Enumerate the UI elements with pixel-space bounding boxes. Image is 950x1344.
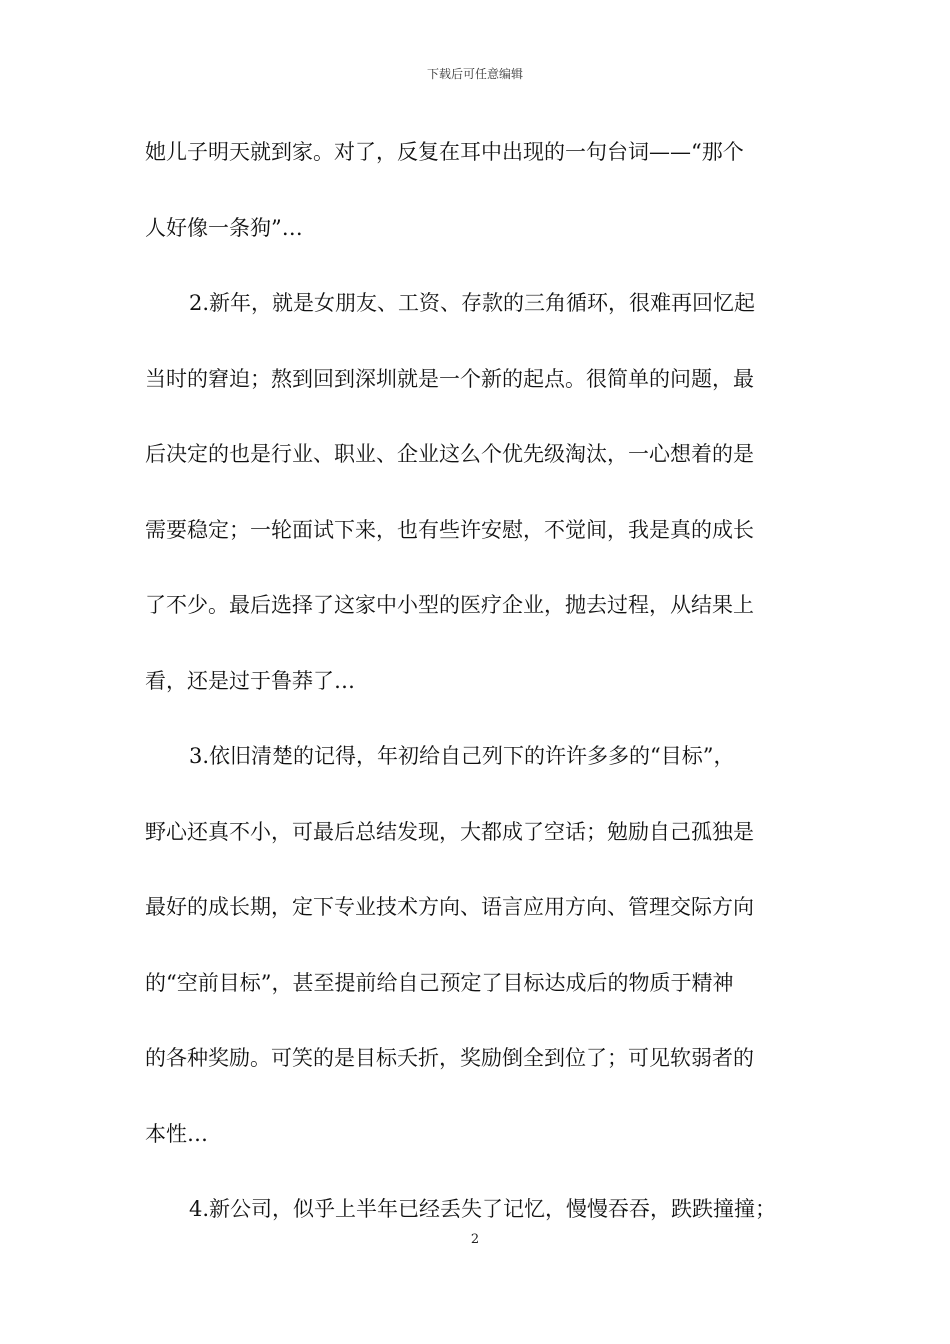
paragraph-item-4 xyxy=(145,1189,815,1265)
paragraph-continuation xyxy=(145,132,815,283)
text-line: 本性… xyxy=(145,1121,208,1146)
page-header: 下载后可任意编辑 xyxy=(426,67,523,81)
text-line: 了不少。最后选择了这家中小型的医疗企业，抛去过程，从结果上 xyxy=(145,593,754,617)
text-line: 3.依旧清楚的记得，年初给自己列下的许许多多的“目标”， xyxy=(189,744,735,768)
text-line: 4.新公司，似乎上半年已经丢失了记忆，慢慢吞吞，跌跌撞撞； xyxy=(189,1197,777,1221)
text-line: 的各种奖励。可笑的是目标夭折，奖励倒全到位了；可见软弱者的 xyxy=(145,1046,754,1070)
text-line: 后决定的也是行业、职业、企业这么个优先级淘汰，一心想着的是 xyxy=(145,442,754,466)
text-line: 当时的窘迫；熬到回到深圳就是一个新的起点。很简单的问题，最 xyxy=(145,366,754,391)
page-number: 2 xyxy=(470,1232,480,1247)
text-line: 的“空前目标”，甚至提前给自己预定了目标达成后的物质于精神 xyxy=(145,970,734,995)
document-body xyxy=(145,132,815,1265)
text-line: 人好像一条狗”… xyxy=(145,215,303,240)
paragraph-item-3 xyxy=(145,736,815,1189)
text-line: 需要稳定；一轮面试下来，也有些许安慰，不觉间，我是真的成长 xyxy=(145,517,754,542)
text-line: 看，还是过于鲁莽了… xyxy=(145,668,355,693)
paragraph-item-2 xyxy=(145,283,815,736)
text-line: 2.新年，就是女朋友、工资、存款的三角循环，很难再回忆起 xyxy=(189,291,756,315)
text-line: 最好的成长期，定下专业技术方向、语言应用方向、管理交际方向 xyxy=(145,895,754,919)
text-line: 野心还真不小，可最后总结发现，大都成了空话；勉励自己孤独是 xyxy=(145,819,754,844)
text-line: 她儿子明天就到家。对了，反复在耳中出现的一句台词——“那个 xyxy=(145,140,744,164)
